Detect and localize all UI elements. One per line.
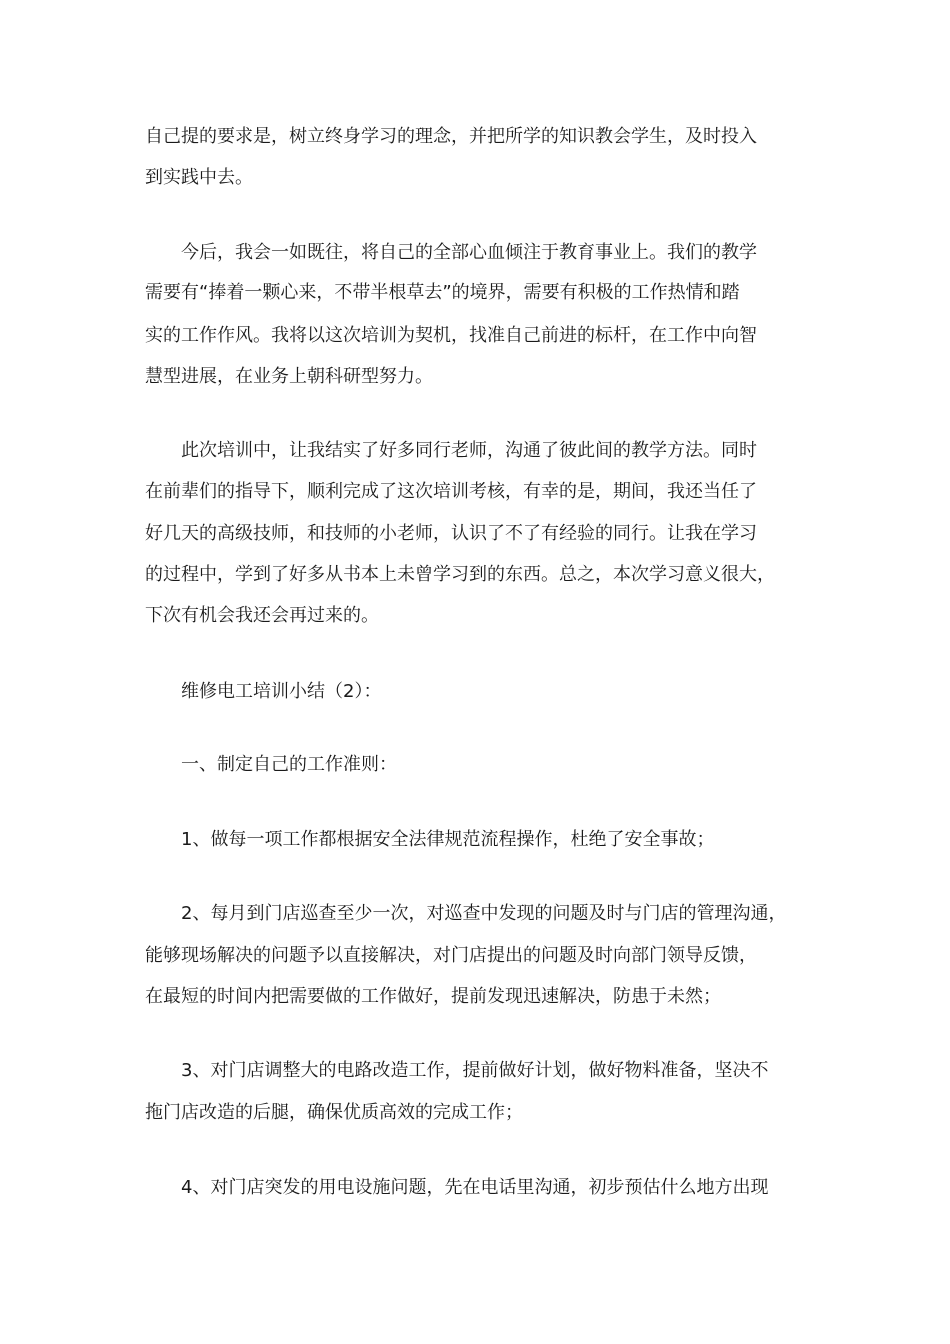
body-text-line: 在前辈们的指导下，顺利完成了这次培训考核，有幸的是，期间，我还当任了 bbox=[145, 481, 757, 502]
body-text-line: 自己提的要求是，树立终身学习的理念，并把所学的知识教会学生，及时投入 bbox=[145, 126, 757, 147]
body-text-line: 下次有机会我还会再过来的。 bbox=[145, 605, 379, 626]
body-text-line: 在最短的时间内把需要做的工作做好，提前发现迅速解决，防患于未然； bbox=[145, 986, 721, 1007]
body-text-line: 需要有“捧着一颗心来，不带半根草去”的境界，需要有积极的工作热情和踏 bbox=[145, 282, 740, 303]
subsection-heading: 一、制定自己的工作准则： bbox=[181, 754, 397, 775]
list-item: 2、每月到门店巡查至少一次，对巡查中发现的问题及时与门店的管理沟通， bbox=[181, 903, 787, 924]
body-text-line: 好几天的高级技师，和技师的小老师，认识了不了有经验的同行。让我在学习 bbox=[145, 523, 757, 544]
list-item: 1、做每一项工作都根据安全法律规范流程操作，杜绝了安全事故； bbox=[181, 829, 715, 850]
body-text-line: 今后，我会一如既往，将自己的全部心血倾注于教育事业上。我们的教学 bbox=[181, 242, 757, 263]
body-text-line: 到实践中去。 bbox=[145, 167, 253, 188]
body-text-line: 此次培训中，让我结实了好多同行老师，沟通了彼此间的教学方法。同时 bbox=[181, 440, 757, 461]
list-item: 3、对门店调整大的电路改造工作，提前做好计划，做好物料准备，坚决不 bbox=[181, 1060, 769, 1081]
body-text-line: 的过程中，学到了好多从书本上未曾学习到的东西。总之，本次学习意义很大， bbox=[145, 564, 775, 585]
body-text-line: 能够现场解决的问题予以直接解决，对门店提出的问题及时向部门领导反馈， bbox=[145, 945, 757, 966]
list-item: 4、对门店突发的用电设施问题，先在电话里沟通，初步预估什么地方出现 bbox=[181, 1177, 769, 1198]
body-text-line: 拖门店改造的后腿，确保优质高效的完成工作； bbox=[145, 1102, 523, 1123]
body-text-line: 实的工作作风。我将以这次培训为契机，找准自己前进的标杆，在工作中向智 bbox=[145, 325, 757, 346]
section-heading: 维修电工培训小结（2）： bbox=[181, 681, 382, 702]
body-text-line: 慧型进展，在业务上朝科研型努力。 bbox=[145, 366, 433, 387]
